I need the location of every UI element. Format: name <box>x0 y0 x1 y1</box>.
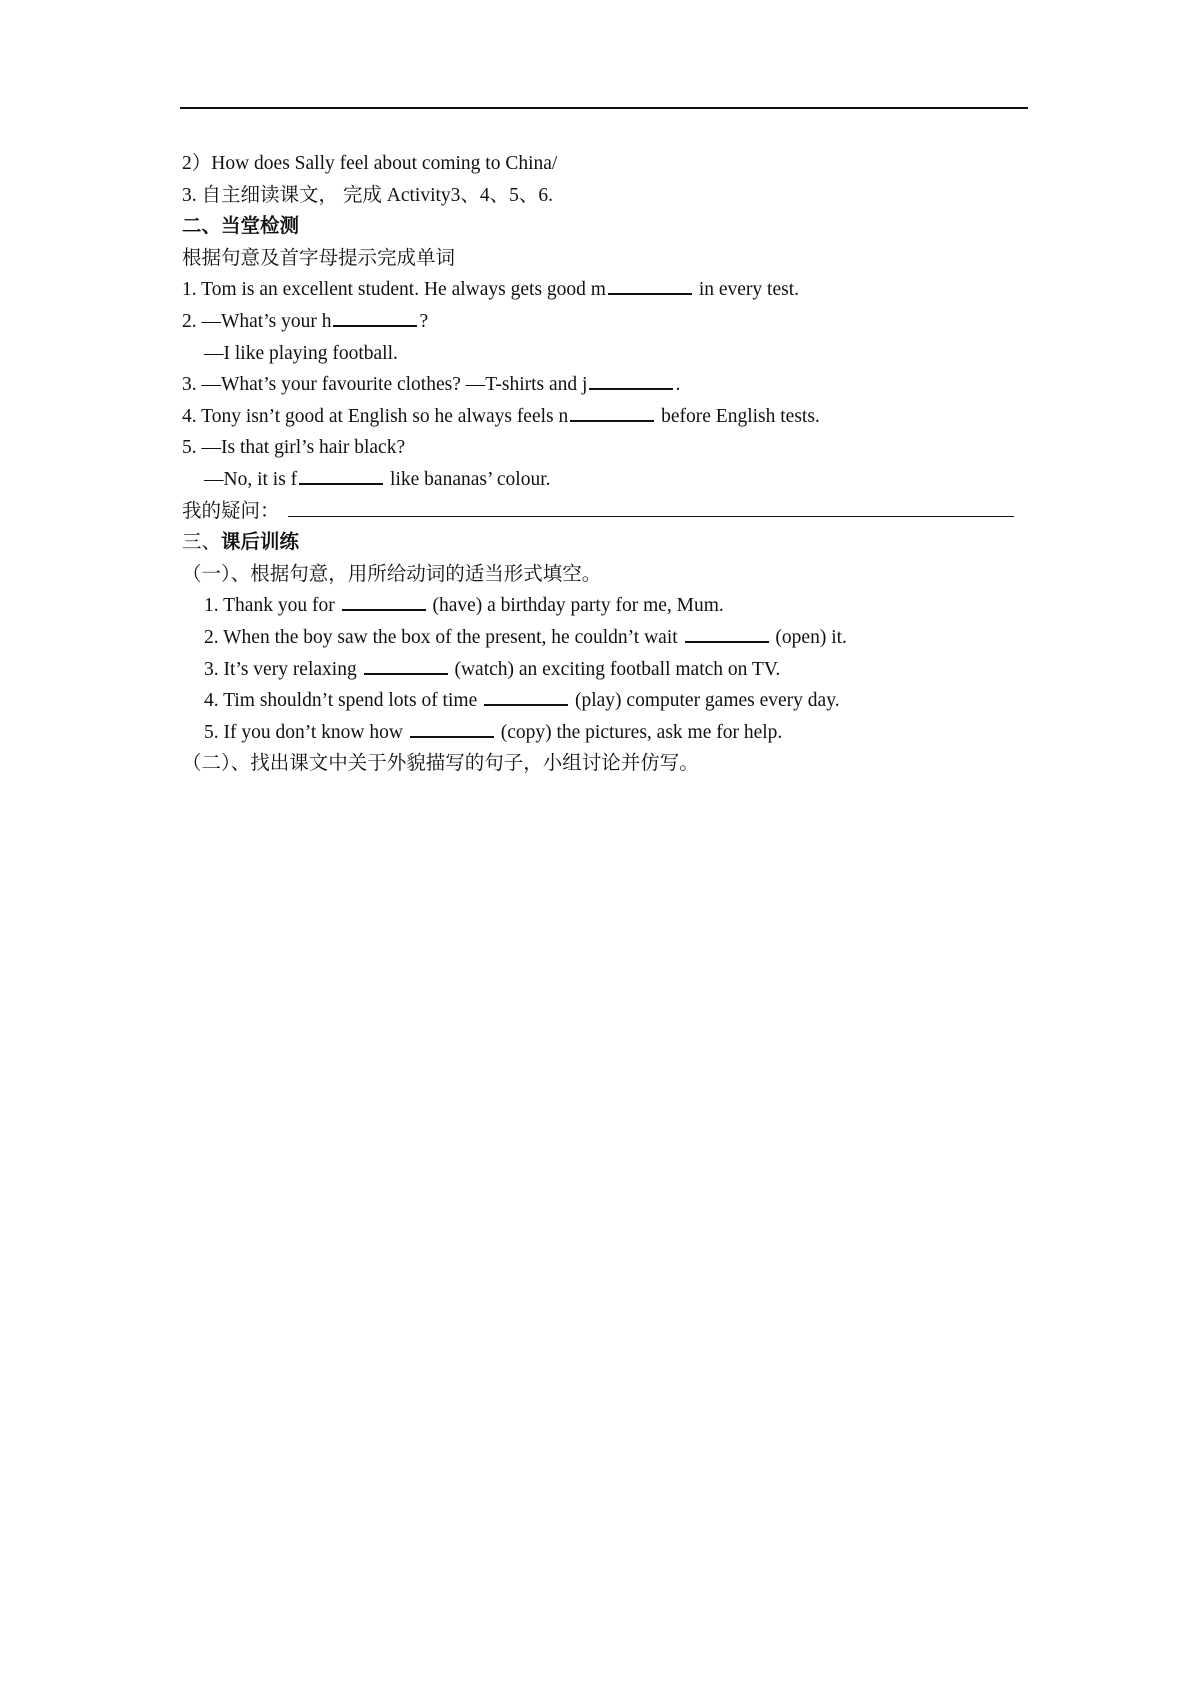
answer-blank[interactable] <box>342 591 426 611</box>
intro-question-2: 2）How does Sally feel about coming to China/ <box>182 153 558 174</box>
item-text: . <box>675 374 681 396</box>
item-text: in every test. <box>693 279 800 301</box>
answer-blank[interactable] <box>685 623 769 643</box>
section-2-title: 二、当堂检测 <box>182 216 300 238</box>
exercise-item <box>182 590 1032 622</box>
item-text: 2. When the boy saw the box of the present, he couldn’t wait <box>204 626 683 648</box>
answer-blank[interactable] <box>570 402 654 422</box>
item-text: 5. —Is that girl’s hair black? <box>182 437 406 459</box>
item-text: 1. Tom is an excellent student. He always gets good m <box>182 279 606 301</box>
exercise-item <box>182 338 1032 370</box>
item-text: 3. It’s very relaxing <box>204 658 362 680</box>
item-text: —No, it is f <box>204 468 298 490</box>
section-3-title <box>182 527 1032 559</box>
item-text: 4. Tony isn’t good at English so he always feels n <box>182 405 569 427</box>
item-text: like bananas’ colour. <box>385 468 551 490</box>
item-text: 3. —What’s your favourite clothes? —T-shirts and j <box>182 374 588 396</box>
item-text: 2. —What’s your h <box>182 310 332 332</box>
item-text: 1. Thank you for <box>204 595 340 617</box>
exercise-item <box>182 622 1032 654</box>
exercise-item <box>182 464 1032 496</box>
answer-blank[interactable] <box>333 307 417 327</box>
my-question-label: 我的疑问： <box>182 500 280 522</box>
answer-blank[interactable] <box>299 465 383 485</box>
worksheet-body <box>182 148 1032 780</box>
answer-blank[interactable] <box>589 370 673 390</box>
answer-blank[interactable] <box>364 655 448 675</box>
item-text: before English tests. <box>656 405 820 427</box>
exercise-item <box>182 369 1032 401</box>
item-text: (open) it. <box>770 626 847 648</box>
section-2-instruction: 根据句意及首字母提示完成单词 <box>182 247 456 269</box>
part-1-title: （一）、根据句意，用所给动词的适当形式填空。 <box>182 563 602 585</box>
item-text: (watch) an exciting football match on TV. <box>449 658 781 680</box>
exercise-item <box>182 685 1032 717</box>
answer-blank[interactable] <box>410 718 494 738</box>
my-question-blank[interactable] <box>288 498 1014 517</box>
exercise-item <box>182 432 1032 464</box>
item-text: (play) computer games every day. <box>570 690 840 712</box>
intro-step-3: 3. 自主细读课文， 完成 Activity3、4、5、6. <box>182 184 554 206</box>
item-text: 4. Tim shouldn’t spend lots of time <box>204 690 483 712</box>
item-text: (copy) the pictures, ask me for help. <box>495 721 783 743</box>
answer-blank[interactable] <box>484 686 568 706</box>
exercise-item <box>182 401 1032 433</box>
exercise-item <box>182 654 1032 686</box>
part-2-title: （二）、找出课文中关于外貌描写的句子，小组讨论并仿写。 <box>182 753 699 775</box>
item-text: (have) a birthday party for me, Mum. <box>427 595 724 617</box>
item-text: —I like playing football. <box>204 342 398 364</box>
item-text: ? <box>419 310 429 332</box>
section-3-title-text: 课后训练 <box>221 532 300 554</box>
exercise-item <box>182 306 1032 338</box>
item-text: 5. If you don’t know how <box>204 721 408 743</box>
exercise-item <box>182 274 1032 306</box>
exercise-item <box>182 717 1032 749</box>
answer-blank[interactable] <box>608 275 692 295</box>
header-rule <box>180 107 1028 109</box>
my-question-row <box>182 496 1032 528</box>
section-3-prefix: 三、 <box>182 532 222 554</box>
